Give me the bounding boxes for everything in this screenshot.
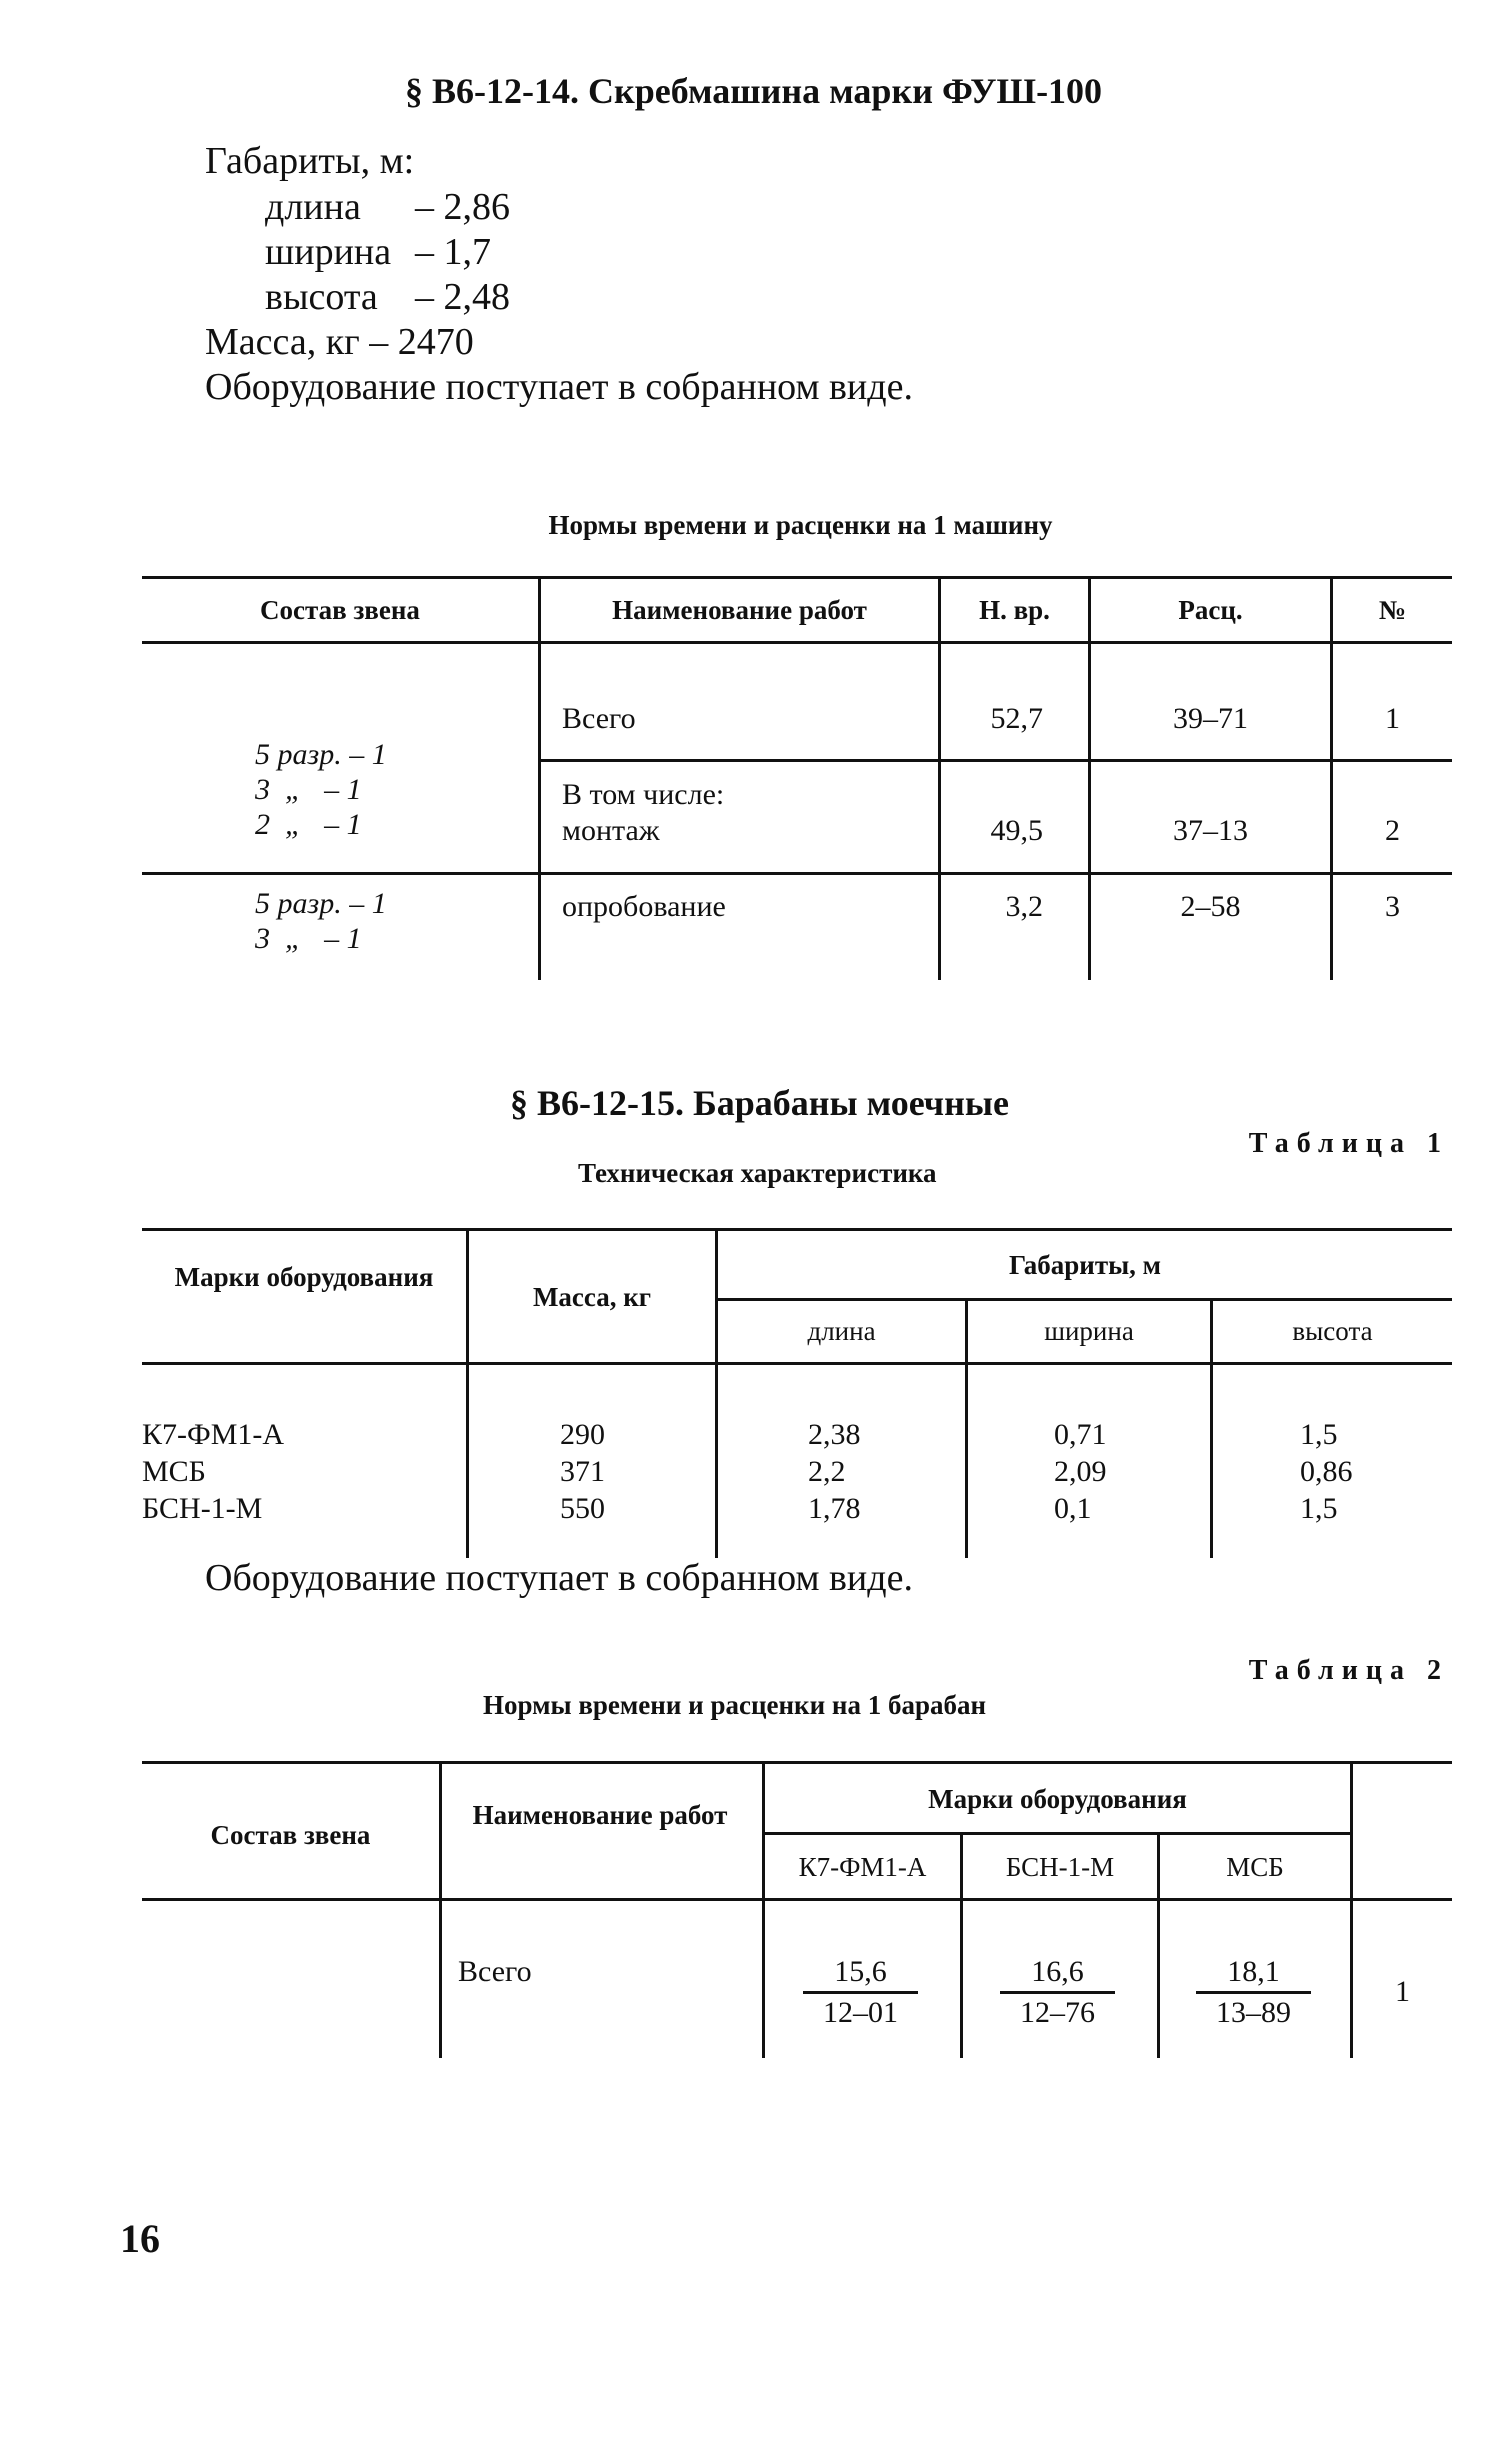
- t2-th-m1: К7-ФМ1-А: [798, 1852, 927, 1882]
- spec-row3-mass: 550: [560, 1492, 605, 1525]
- row2-work: монтаж: [562, 814, 660, 847]
- row2-time: 49,5: [990, 814, 1043, 847]
- t2-th-m2: БСН-1-М: [1005, 1852, 1115, 1882]
- delivery-note-1: Оборудование поступает в собранном виде.: [205, 366, 913, 408]
- dim-width-value: – 1,7: [415, 231, 491, 273]
- th-time: Н. вр.: [979, 595, 1050, 625]
- section1-heading: § В6-12-14. Скребмашина марки ФУШ-100: [405, 71, 1103, 111]
- crew2-line1: 5 разр. – 1: [255, 887, 387, 920]
- row2-price: 37–13: [1173, 814, 1248, 847]
- th-width: ширина: [1044, 1316, 1134, 1346]
- row1-work: Всего: [562, 702, 636, 735]
- spec-row3-mark: БСН-1-М: [142, 1492, 263, 1525]
- dim-length-value: – 2,86: [415, 186, 510, 228]
- delivery-note-2: Оборудование поступает в собранном виде.: [205, 1557, 913, 1599]
- dim-height-label: высота: [265, 276, 378, 318]
- th-marks: Марки оборудования: [174, 1262, 434, 1292]
- spec-row2-len: 2,2: [808, 1455, 846, 1488]
- t2-th-work: Наименование работ: [472, 1800, 728, 1830]
- crew1-line1: 5 разр. – 1: [255, 738, 387, 771]
- row1-no: 1: [1385, 702, 1400, 735]
- row3-price: 2–58: [1180, 890, 1241, 923]
- spec-row3-hei: 1,5: [1300, 1492, 1338, 1525]
- table2-caption: Нормы времени и расценки на 1 барабан: [483, 1690, 987, 1720]
- t2-th-m3: МСБ: [1226, 1852, 1284, 1882]
- t2-th-marks: Марки оборудования: [928, 1784, 1187, 1814]
- spec-row2-wid: 2,09: [1054, 1455, 1107, 1488]
- row3-work: опробование: [562, 890, 726, 923]
- crew1-line2: 3 „ – 1: [255, 773, 362, 806]
- spec-row2-hei: 0,86: [1300, 1455, 1353, 1488]
- crew2-line2: 3 „ – 1: [255, 922, 362, 955]
- t2-row1-m1: [803, 1955, 918, 2030]
- t2-row1-m3-time: 18,1: [1196, 1955, 1311, 1994]
- th-mass: Масса, кг: [532, 1282, 652, 1312]
- spec-row2-mark: МСБ: [142, 1455, 206, 1488]
- t2-row1-m1-price: 12–01: [823, 1996, 898, 2029]
- table2-label: Таблица 2: [1248, 1655, 1449, 1686]
- dim-length-label: длина: [265, 186, 361, 228]
- mass-line: Масса, кг – 2470: [205, 321, 474, 363]
- page-number: 16: [120, 2216, 160, 2261]
- dim-width-label: ширина: [265, 231, 392, 273]
- t2-row1-m2-time: 16,6: [1000, 1955, 1115, 1994]
- t2-row1-no: 1: [1395, 1975, 1410, 2008]
- th-work: Наименование работ: [612, 595, 867, 625]
- tech-caption: Техническая характеристика: [578, 1158, 937, 1188]
- spec-row3-wid: 0,1: [1054, 1492, 1092, 1525]
- spec-row3-len: 1,78: [808, 1492, 861, 1525]
- th-height: высота: [1292, 1316, 1373, 1346]
- th-crew: Состав звена: [260, 595, 420, 625]
- th-length: длина: [807, 1316, 876, 1346]
- row2-no: 2: [1385, 814, 1400, 847]
- th-dims: Габариты, м: [1008, 1250, 1162, 1280]
- spec-row1-mass: 290: [560, 1418, 605, 1451]
- t2-th-crew: Состав звена: [210, 1820, 371, 1850]
- t2-row1-m3-price: 13–89: [1216, 1996, 1291, 2029]
- t2-row1-m3: [1196, 1955, 1311, 2030]
- spec-row1-hei: 1,5: [1300, 1418, 1338, 1451]
- row2-work-line1: В том числе:: [562, 778, 725, 811]
- row1-price: 39–71: [1173, 702, 1248, 735]
- table1-caption: Нормы времени и расценки на 1 машину: [548, 510, 1053, 540]
- row1-time: 52,7: [990, 702, 1043, 735]
- th-no: №: [1378, 595, 1407, 625]
- spec-row1-mark: К7-ФМ1-А: [142, 1418, 285, 1451]
- spec-row2-mass: 371: [560, 1455, 605, 1488]
- t2-row1-m1-time: 15,6: [803, 1955, 918, 1994]
- t2-row1-m2-price: 12–76: [1020, 1996, 1095, 2029]
- t2-row1-m2: [1000, 1955, 1115, 2030]
- row3-time: 3,2: [1005, 890, 1043, 923]
- spec-row1-len: 2,38: [808, 1418, 861, 1451]
- section2-heading: § В6-12-15. Барабаны моечные: [510, 1083, 1009, 1123]
- dimensions-title: Габариты, м:: [205, 140, 415, 182]
- t2-row1-work: Всего: [458, 1955, 532, 1988]
- crew1-line3: 2 „ – 1: [255, 808, 362, 841]
- table1-label: Таблица 1: [1248, 1128, 1449, 1159]
- row3-no: 3: [1385, 890, 1400, 923]
- th-price: Расц.: [1178, 595, 1243, 625]
- dim-height-value: – 2,48: [415, 276, 510, 318]
- spec-row1-wid: 0,71: [1054, 1418, 1107, 1451]
